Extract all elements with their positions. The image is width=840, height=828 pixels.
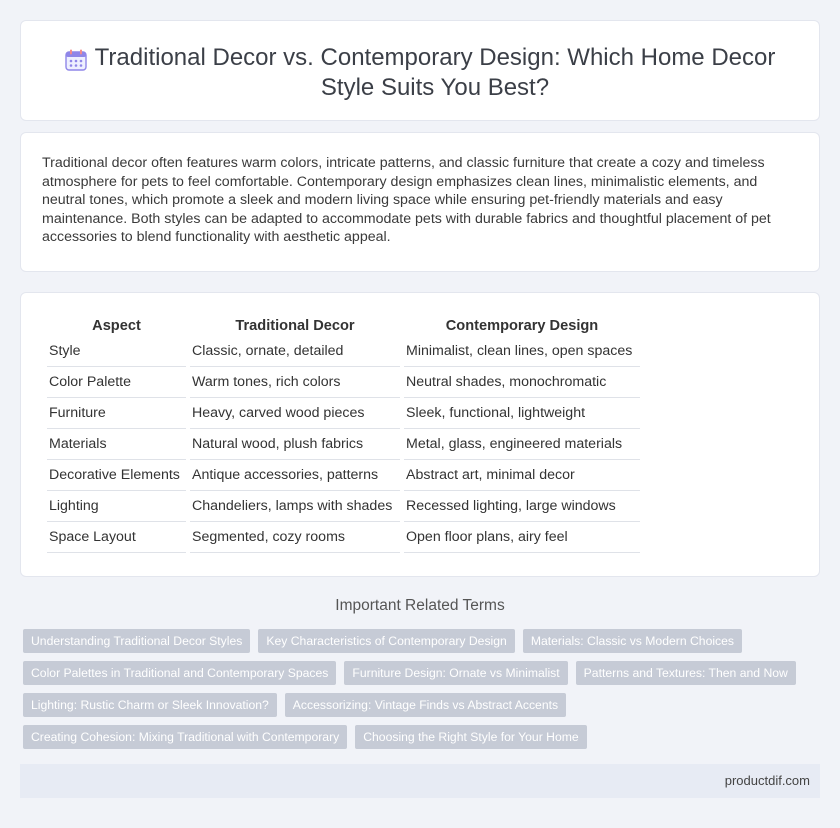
related-term-tag[interactable]: Patterns and Textures: Then and Now [576, 661, 796, 685]
header-traditional: Traditional Decor [235, 318, 355, 334]
page-title: Traditional Decor vs. Contemporary Design: Which Home Decor Style Suits You Best? [94, 44, 776, 101]
tag-row [23, 661, 813, 685]
tag-row [23, 629, 813, 653]
cell-aspect: Style [47, 336, 186, 367]
related-term-tag[interactable]: Understanding Traditional Decor Styles [23, 629, 250, 653]
cell-traditional: Heavy, carved wood pieces [190, 398, 400, 429]
table-row [47, 522, 640, 553]
cell-contemporary: Neutral shades, monochromatic [404, 367, 640, 398]
cell-traditional: Classic, ornate, detailed [190, 336, 400, 367]
related-terms-heading: Important Related Terms [335, 597, 505, 614]
related-term-tag[interactable]: Key Characteristics of Contemporary Design [258, 629, 514, 653]
cell-aspect: Lighting [47, 491, 186, 522]
cell-contemporary: Minimalist, clean lines, open spaces [404, 336, 640, 367]
tag-row [23, 725, 813, 749]
related-terms-list [23, 629, 813, 757]
table-row [47, 398, 640, 429]
intro-paragraph: Traditional decor often features warm colors, intricate patterns, and classic furniture that create a cozy and timeless atmosphere for pets to feel comfortable. Contemporary design emphasizes clean lines, minimalistic elements, and neutral tones, which promote a sleek and modern living space while ensuring pet-friendly materials and easy maintenance. Both styles can be adapted to accommodate pets with durable fabrics and thoughtful placement of pet accessories to blend functionality with aesthetic appeal. [42, 155, 771, 246]
cell-traditional: Segmented, cozy rooms [190, 522, 400, 553]
cell-aspect: Space Layout [47, 522, 186, 553]
cell-traditional: Antique accessories, patterns [190, 460, 400, 491]
header-aspect: Aspect [92, 318, 141, 334]
cell-aspect: Materials [47, 429, 186, 460]
cell-aspect: Decorative Elements [47, 460, 186, 491]
related-term-tag[interactable]: Materials: Classic vs Modern Choices [523, 629, 742, 653]
header-contemporary: Contemporary Design [445, 318, 599, 334]
comparison-card [20, 292, 820, 577]
related-term-tag[interactable]: Furniture Design: Ornate vs Minimalist [344, 661, 567, 685]
table-row [47, 491, 640, 522]
table-row [47, 460, 640, 491]
footer [20, 764, 820, 798]
cell-traditional: Natural wood, plush fabrics [190, 429, 400, 460]
table-header-row [47, 316, 640, 336]
intro-card [20, 132, 820, 272]
comparison-table [43, 316, 644, 553]
cell-aspect: Color Palette [47, 367, 186, 398]
table-row [47, 429, 640, 460]
cell-contemporary: Open floor plans, airy feel [404, 522, 640, 553]
table-row [47, 367, 640, 398]
cell-contemporary: Recessed lighting, large windows [404, 491, 640, 522]
cell-contemporary: Sleek, functional, lightweight [404, 398, 640, 429]
cell-contemporary: Metal, glass, engineered materials [404, 429, 640, 460]
cell-contemporary: Abstract art, minimal decor [404, 460, 640, 491]
footer-site-link[interactable]: productdif.com [724, 773, 810, 788]
tag-row [23, 693, 813, 717]
related-term-tag[interactable]: Choosing the Right Style for Your Home [355, 725, 586, 749]
related-term-tag[interactable]: Creating Cohesion: Mixing Traditional with Contemporary [23, 725, 347, 749]
related-term-tag[interactable]: Color Palettes in Traditional and Contemporary Spaces [23, 661, 336, 685]
cell-traditional: Warm tones, rich colors [190, 367, 400, 398]
related-term-tag[interactable]: Lighting: Rustic Charm or Sleek Innovation? [23, 693, 277, 717]
table-row [47, 336, 640, 367]
cell-aspect: Furniture [47, 398, 186, 429]
related-term-tag[interactable]: Accessorizing: Vintage Finds vs Abstract Accents [285, 693, 566, 717]
title-card [20, 20, 820, 121]
cell-traditional: Chandeliers, lamps with shades [190, 491, 400, 522]
